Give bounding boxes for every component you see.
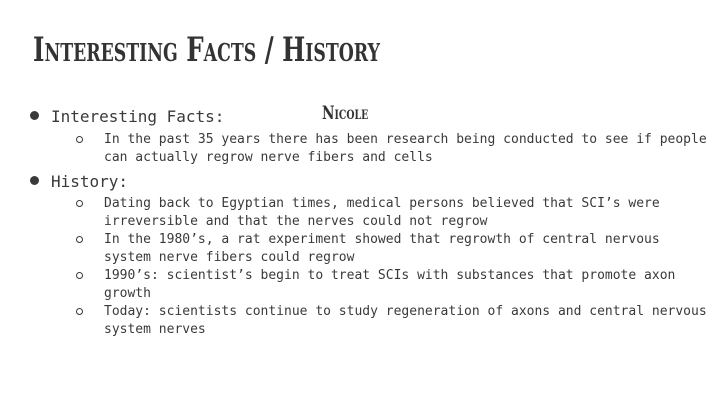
bullet-ring-icon bbox=[76, 200, 83, 207]
list-item-text: In the 1980’s, a rat experiment showed that regrowth of central nervous system nerve fibers could regrow bbox=[104, 232, 660, 265]
interesting-facts-heading bbox=[30, 107, 224, 127]
list-item-text: Dating back to Egyptian times, medical persons believed that SCI’s were irreversible and that the nerves could not regrow bbox=[104, 196, 660, 229]
bullet-ring-icon bbox=[76, 236, 83, 243]
list-item bbox=[74, 131, 714, 167]
interesting-facts-list bbox=[74, 131, 714, 167]
bullet-ring-icon bbox=[76, 136, 83, 143]
list-item-text: In the past 35 years there has been research being conducted to see if people can actually regrow nerve fibers and cells bbox=[104, 132, 707, 165]
history-list bbox=[74, 195, 714, 339]
list-item-text: Today: scientists continue to study regeneration of axons and central nervous system nerves bbox=[104, 304, 707, 337]
list-item bbox=[74, 267, 714, 303]
list-item bbox=[74, 303, 714, 339]
bullet-ring-icon bbox=[76, 308, 83, 315]
history-heading bbox=[30, 172, 128, 192]
author-name: Nicole bbox=[322, 102, 369, 124]
bullet-ring-icon bbox=[76, 272, 83, 279]
list-item bbox=[74, 231, 714, 267]
list-item bbox=[74, 195, 714, 231]
list-item-text: 1990’s: scientist’s begin to treat SCIs with substances that promote axon growth bbox=[104, 268, 676, 301]
bullet-dot-icon bbox=[30, 176, 39, 185]
slide-title: Interesting Facts / History bbox=[33, 30, 380, 70]
bullet-dot-icon bbox=[30, 111, 39, 120]
interesting-facts-label: Interesting Facts: bbox=[51, 107, 225, 126]
history-label: History: bbox=[51, 172, 129, 191]
